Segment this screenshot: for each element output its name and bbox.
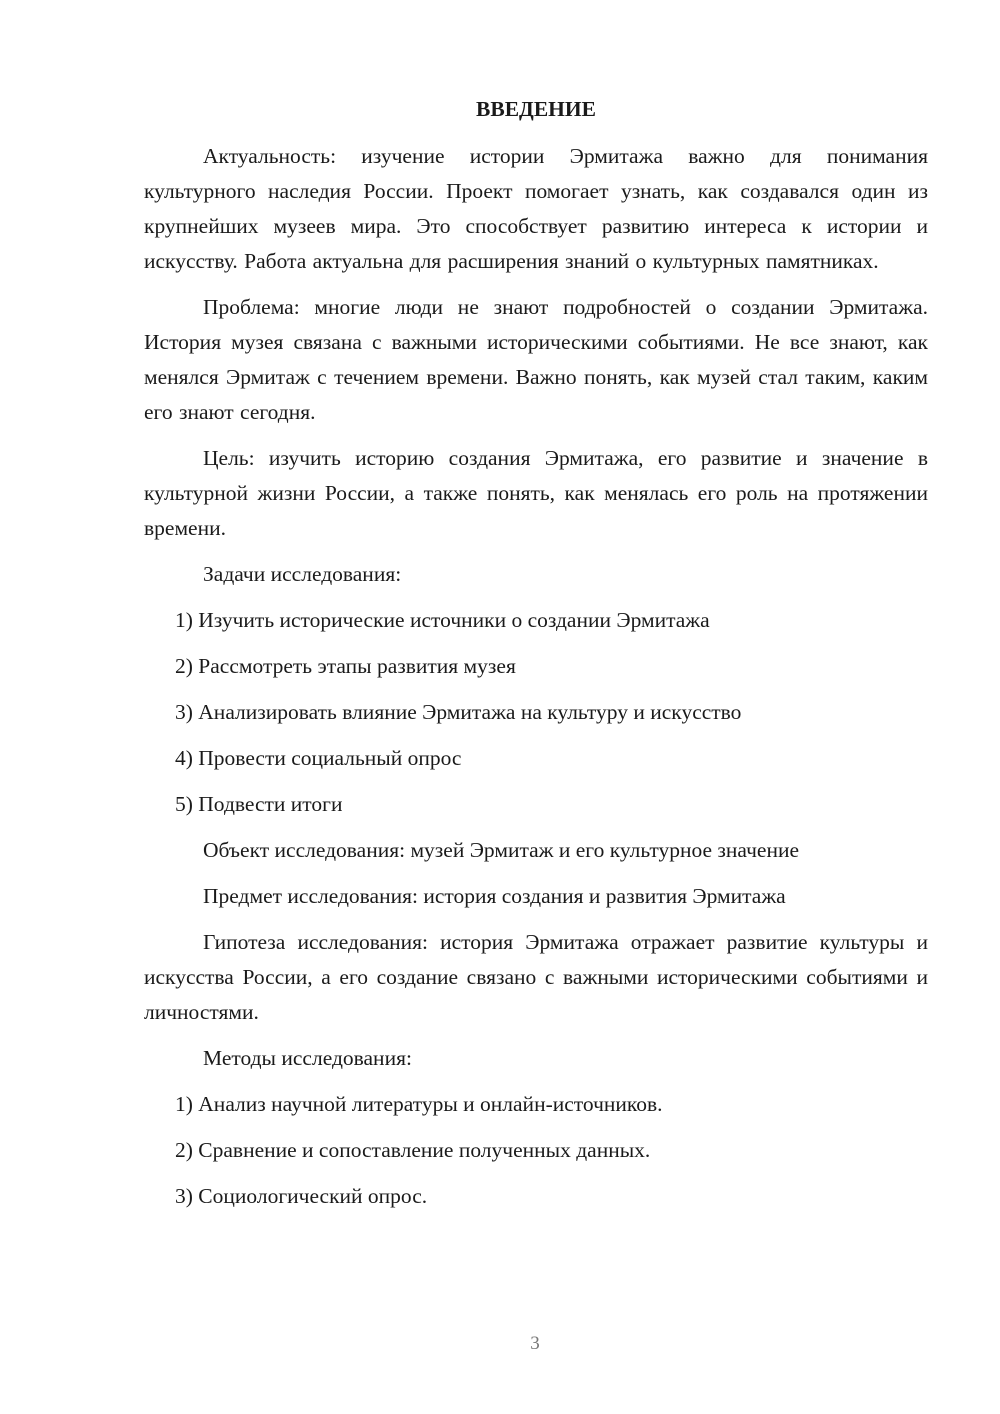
list-item: 5) Подвести итоги xyxy=(175,792,343,816)
list-item: 4) Провести социальный опрос xyxy=(175,746,462,770)
list-item: 2) Сравнение и сопоставление полученных данных. xyxy=(175,1138,651,1162)
object-line: Объект исследования: музей Эрмитаж и его культурное значение xyxy=(203,838,800,862)
methods-list xyxy=(144,1087,928,1214)
relevance-paragraph: Актуальность: изучение истории Эрмитажа важно для понимания культурного наследия России. Проект помогает узнать, как создавался один из крупнейших музеев мира. Это способствует развитию интереса к истории и искусству. Работа актуальна для расширения знаний о культурных памятниках. xyxy=(144,144,928,273)
problem-paragraph: Проблема: многие люди не знают подробностей о создании Эрмитажа. История музея связана с важными историческими событиями. Не все знают, как менялся Эрмитаж с течением времени. Важно понять, как музей стал таким, каким его знают сегодня. xyxy=(144,295,928,424)
methods-heading: Методы исследования: xyxy=(203,1046,412,1070)
tasks-heading: Задачи исследования: xyxy=(203,562,402,586)
list-item: 3) Анализировать влияние Эрмитажа на культуру и искусство xyxy=(175,700,742,724)
list-item: 3) Социологический опрос. xyxy=(175,1184,428,1208)
tasks-list xyxy=(144,603,928,822)
document-body xyxy=(144,92,928,1225)
goal-paragraph: Цель: изучить историю создания Эрмитажа, его развитие и значение в культурной жизни России, а также понять, как менялась его роль на протяжении времени. xyxy=(144,446,928,540)
list-item: 1) Изучить исторические источники о создании Эрмитажа xyxy=(175,608,710,632)
list-item: 2) Рассмотреть этапы развития музея xyxy=(175,654,516,678)
hypothesis-paragraph: Гипотеза исследования: история Эрмитажа отражает развитие культуры и искусства России, а его создание связано с важными историческими событиями и личностями. xyxy=(144,930,928,1024)
page-number: 3 xyxy=(530,1333,540,1354)
subject-line: Предмет исследования: история создания и развития Эрмитажа xyxy=(203,884,786,908)
list-item: 1) Анализ научной литературы и онлайн-источников. xyxy=(175,1092,663,1116)
section-title: ВВЕДЕНИЕ xyxy=(476,97,596,121)
